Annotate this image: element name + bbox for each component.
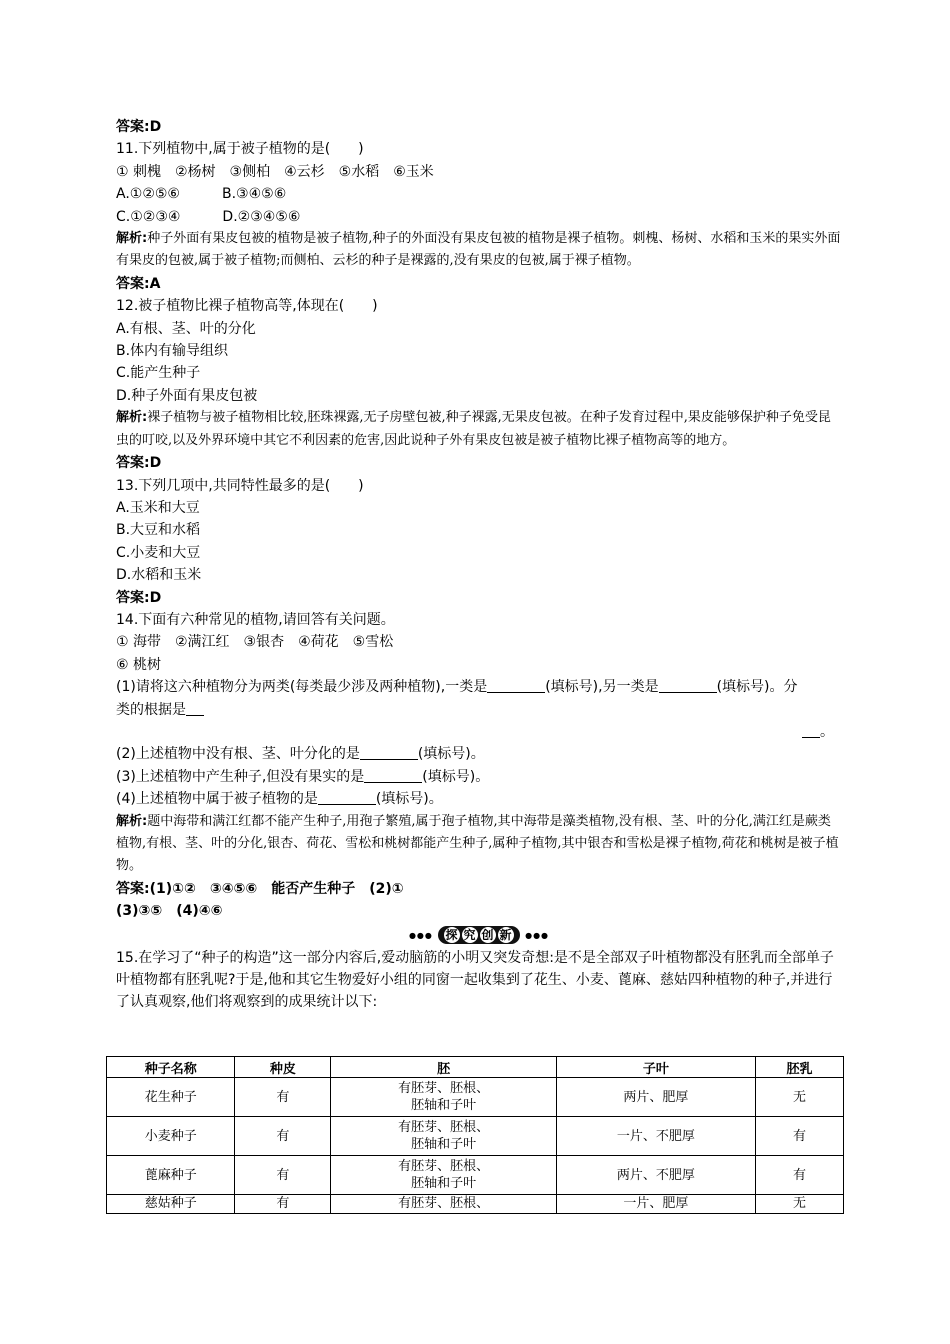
q11-options-cd: C.①②③④ D.②③④⑤⑥ xyxy=(116,208,301,225)
q13-stem: 13.下列几项中,共同特性最多的是( ) xyxy=(116,477,364,494)
table-cell: 有 xyxy=(235,1117,331,1156)
q14-part-3 xyxy=(116,766,842,788)
q14-answer-1: 答案:(1)①② ③④⑤⑥ 能否产生种子 (2)① xyxy=(116,880,404,897)
table-header: 子叶 xyxy=(556,1057,755,1078)
q14-analysis xyxy=(116,811,842,878)
table-row xyxy=(107,1156,844,1195)
table-row xyxy=(107,1195,844,1214)
document-page xyxy=(116,116,842,1014)
table-cell: 两片、不肥厚 xyxy=(556,1156,755,1195)
table-cell xyxy=(331,1078,556,1117)
q14-part-1-text-b: (填标号),另一类是 xyxy=(545,679,659,696)
fill-tail: (填标号)。 xyxy=(375,791,443,808)
table-cell: 蓖麻种子 xyxy=(107,1156,235,1195)
q14-part-2-text: (2)上述植物中没有根、茎、叶分化的是 xyxy=(116,746,360,763)
fill-tail: (填标号)。 xyxy=(417,746,485,763)
section-char: 新 xyxy=(499,928,513,943)
section-char: 探 xyxy=(445,928,459,943)
dots-decoration: ●●● xyxy=(408,930,433,940)
fill-blank[interactable] xyxy=(487,678,545,693)
q15-stem: 15.在学习了“种子的构造”这一部分内容后,爱动脑筋的小明又突发奇想:是不是全部双子叶植物都没有胚乳而全部单子叶植物都有胚乳呢?于是,他和其它生物爱好小组的同窗一起收集到了花生、小麦、蓖麻、慈姑四种植物的种子,并进行了认真观察,他们将观察到的成果统计以下: xyxy=(116,949,834,1011)
q12-analysis xyxy=(116,407,842,452)
cell-line: 有胚芽、胚根、 xyxy=(398,1120,490,1135)
section-char: 创 xyxy=(481,928,495,943)
q13-option-c: C.小麦和大豆 xyxy=(116,544,201,561)
q14-part-1 xyxy=(116,676,842,698)
q14-part-1-end xyxy=(116,721,842,743)
analysis-text: 题中海带和满江红都不能产生种子,用孢子繁殖,属于孢子植物,其中海带是藻类植物,没有根、茎、叶的分化,满江红是蕨类植物,有根、茎、叶的分化,银杏、荷花、雪松和桃树都能产生种子,属种子植物,其中银杏和雪松是裸子植物,荷花和桃树是被子植物。 xyxy=(116,813,839,874)
q14-items-2: ⑥ 桃树 xyxy=(116,656,162,673)
q14-items-1: ① 海带 ②满江红 ③银杏 ④荷花 ⑤雪松 xyxy=(116,634,394,651)
q14-part-4 xyxy=(116,788,842,810)
table-row xyxy=(107,1078,844,1117)
q14-part-1-text-a: (1)请将这六种植物分为两类(每类最少涉及两种植物),一类是 xyxy=(116,679,488,696)
table-header-row xyxy=(107,1057,844,1078)
q13-option-b: B.大豆和水稻 xyxy=(116,522,201,539)
q14-answer-2: (3)③⑤ (4)④⑥ xyxy=(116,903,223,920)
fill-blank[interactable] xyxy=(318,790,376,805)
q12-answer: 答案:D xyxy=(116,455,162,472)
q11-stem: 11.下列植物中,属于被子植物的是( ) xyxy=(116,141,364,158)
q13-answer: 答案:D xyxy=(116,589,162,606)
q12-option-c: C.能产生种子 xyxy=(116,365,201,382)
table-cell: 慈姑种子 xyxy=(107,1195,235,1214)
table-cell: 有 xyxy=(756,1117,844,1156)
analysis-label: 解析: xyxy=(116,813,148,829)
table-cell: 一片、肥厚 xyxy=(556,1195,755,1214)
table-cell: 有 xyxy=(756,1156,844,1195)
q14-part-2 xyxy=(116,743,842,765)
fill-blank[interactable] xyxy=(186,701,204,716)
table-header: 种子名称 xyxy=(107,1057,235,1078)
q13-option-d: D.水稻和玉米 xyxy=(116,567,202,584)
q12-option-d: D.种子外面有果皮包被 xyxy=(116,387,258,404)
fill-blank[interactable] xyxy=(360,745,418,760)
cell-line: 胚轴和子叶 xyxy=(411,1176,477,1191)
fill-blank[interactable] xyxy=(659,678,717,693)
cell-line: 胚轴和子叶 xyxy=(411,1098,477,1113)
table-cell: 两片、肥厚 xyxy=(556,1078,755,1117)
analysis-text: 裸子植物与被子植物相比较,胚珠裸露,无子房壁包被,种子裸露,无果皮包被。在种子发育过程中,果皮能够保护种子免受昆虫的叮咬,以及外界环境中其它不利因素的危害,因此说种子外有果皮包被是被子植物比裸子植物高等的地方。 xyxy=(116,410,831,448)
section-heading xyxy=(116,925,842,947)
q14-part-3-text: (3)上述植物中产生种子,但没有果实的是 xyxy=(116,768,365,785)
q14-part-1-basis xyxy=(116,699,842,721)
cell-line: 胚轴和子叶 xyxy=(411,1137,477,1152)
analysis-label: 解析: xyxy=(116,231,148,247)
q12-option-a: A.有根、茎、叶的分化 xyxy=(116,320,256,337)
fill-tail: (填标号)。 xyxy=(422,768,490,785)
table-cell: 有胚芽、胚根、 xyxy=(331,1195,556,1214)
table-cell: 有 xyxy=(235,1156,331,1195)
table-row xyxy=(107,1117,844,1156)
cell-line: 有胚芽、胚根、 xyxy=(398,1159,490,1174)
table-header: 胚乳 xyxy=(756,1057,844,1078)
fill-blank[interactable] xyxy=(802,723,820,738)
q14-part-1-text-d: 类的根据是 xyxy=(116,701,186,718)
q10-answer: 答案:D xyxy=(116,119,162,135)
q14-part-1-end-mark: 。 xyxy=(820,723,834,740)
table-cell: 有 xyxy=(235,1195,331,1214)
q11-options-ab: A.①②⑤⑥ B.③④⑤⑥ xyxy=(116,186,287,203)
q11-items: ① 刺槐 ②杨树 ③侧柏 ④云杉 ⑤水稻 ⑥玉米 xyxy=(116,163,434,180)
table-cell: 小麦种子 xyxy=(107,1117,235,1156)
table-cell: 有 xyxy=(235,1078,331,1117)
section-char: 究 xyxy=(463,928,477,943)
q13-option-a: A.玉米和大豆 xyxy=(116,499,200,516)
analysis-label: 解析: xyxy=(116,410,148,426)
q12-stem: 12.被子植物比裸子植物高等,体现在( ) xyxy=(116,298,378,315)
analysis-text: 种子外面有果皮包被的植物是被子植物,种子的外面没有果皮包被的植物是裸子植物。刺槐、杨树、水稻和玉米的果实外面有果皮的包被,属于被子植物;而侧柏、云杉的种子是裸露的,没有果皮的包被,属于裸子植物。 xyxy=(116,231,841,269)
fill-blank[interactable] xyxy=(364,768,422,783)
table-header: 胚 xyxy=(331,1057,556,1078)
table-cell: 无 xyxy=(756,1195,844,1214)
q11-analysis xyxy=(116,228,842,273)
dots-decoration: ●●● xyxy=(525,930,550,940)
q14-stem: 14.下面有六种常见的植物,请回答有关问题。 xyxy=(116,611,395,628)
seed-table xyxy=(106,1056,844,1214)
q12-option-b: B.体内有输导组织 xyxy=(116,343,229,360)
section-badge xyxy=(438,926,520,944)
table-header: 种皮 xyxy=(235,1057,331,1078)
table-cell: 一片、不肥厚 xyxy=(556,1117,755,1156)
table-cell xyxy=(331,1156,556,1195)
table-cell: 无 xyxy=(756,1078,844,1117)
table-cell: 花生种子 xyxy=(107,1078,235,1117)
q14-part-4-text: (4)上述植物中属于被子植物的是 xyxy=(116,791,318,808)
table-cell xyxy=(331,1117,556,1156)
cell-line: 有胚芽、胚根、 xyxy=(398,1081,490,1096)
q11-answer: 答案:A xyxy=(116,275,161,292)
q14-part-1-text-c: (填标号)。分 xyxy=(716,679,798,696)
